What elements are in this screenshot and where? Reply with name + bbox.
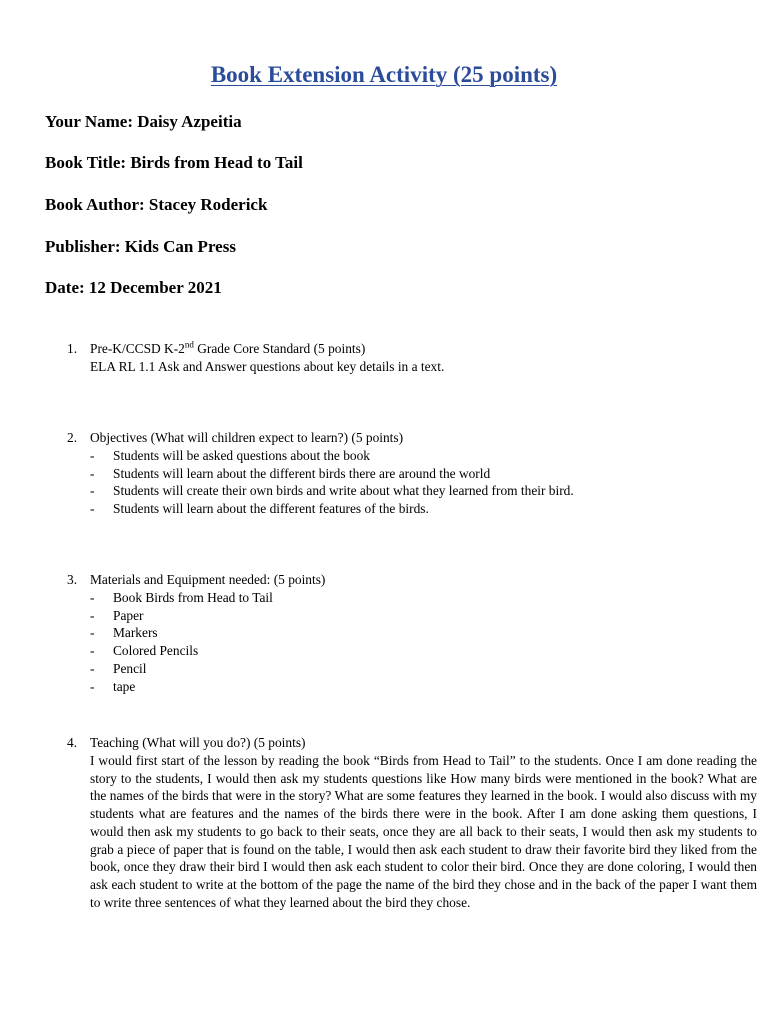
list-item (67, 624, 757, 642)
list-item (67, 500, 757, 518)
section-core-standard (67, 340, 757, 376)
list-item (67, 465, 757, 483)
list-item-text: Students will learn about the different features of the birds. (113, 501, 429, 517)
bullet-dash: - (90, 625, 95, 641)
section-number: 1. (67, 341, 78, 356)
list-item-text: Book Birds from Head to Tail (113, 589, 273, 605)
document-title: Book Extension Activity (25 points) (210, 62, 558, 87)
section-heading-text: Teaching (What will you do?) (5 points) (90, 735, 306, 750)
superscript-ordinal: nd (184, 339, 194, 350)
section-heading (67, 340, 757, 358)
list-item (67, 589, 757, 607)
heading-part: Grade Core Standard (5 points) (193, 341, 366, 356)
section-heading-text: Materials and Equipment needed: (5 points) (90, 572, 326, 587)
list-item (67, 660, 757, 678)
section-heading-text (90, 340, 365, 358)
list-item (67, 642, 757, 660)
book-author-field: Book Author: Stacey Roderick (45, 195, 268, 214)
section-number: 2. (67, 430, 78, 445)
book-title-field: Book Title: Birds from Head to Tail (45, 153, 303, 172)
section-objectives (67, 429, 757, 518)
publisher-field: Publisher: Kids Can Press (45, 237, 236, 256)
section-heading (67, 429, 757, 447)
standard-text: ELA RL 1.1 Ask and Answer questions about key details in a text. (90, 358, 445, 374)
bullet-dash: - (90, 589, 95, 605)
materials-list (67, 589, 757, 696)
bullet-dash: - (90, 643, 95, 659)
list-item (67, 447, 757, 465)
section-number: 4. (67, 735, 78, 750)
objectives-list (67, 447, 757, 518)
bullet-dash: - (90, 447, 95, 463)
bullet-dash: - (90, 660, 95, 676)
list-item (67, 607, 757, 625)
section-teaching (67, 734, 757, 912)
bullet-dash: - (90, 607, 95, 623)
section-heading (67, 571, 757, 589)
section-heading (67, 734, 757, 752)
list-item-text: Students will learn about the different birds there are around the world (113, 465, 491, 481)
list-item-text: Colored Pencils (113, 643, 199, 659)
list-item-text: tape (113, 678, 136, 694)
list-item (67, 482, 757, 500)
bullet-dash: - (90, 483, 95, 499)
teaching-paragraph: I would first start of the lesson by reading the book “Birds from Head to Tail” to the students. Once I am done reading the story to the students, I would then ask my students questions like How many birds were mentioned in the book? What are the names of the birds that were in the story? What are some features they learned in the book. I would also discuss with my students what are features and the names of the birds there were in the book. After I am done asking them questions, I would then ask my students to go back to their seats, once they are all back to their seats, I would then ask my students to grab a piece of paper that is found on the table, I would then ask each student to draw their favorite bird they liked from the book, once they draw their bird I would then ask each student to color their bird. Once they are done coloring, I would then ask each student to write at the bottom of the page the name of the bird they chose and in the back of the paper I want them to write three sentences of what they learned about the bird they chose. (90, 752, 757, 910)
bullet-dash: - (90, 465, 95, 481)
bullet-dash: - (90, 501, 95, 517)
date-field: Date: 12 December 2021 (45, 278, 222, 297)
list-item-text: Paper (113, 607, 144, 623)
bullet-dash: - (90, 678, 95, 694)
list-item-text: Students will be asked questions about the book (113, 447, 370, 463)
section-materials (67, 571, 757, 696)
section-heading-text: Objectives (What will children expect to learn?) (5 points) (90, 430, 404, 445)
list-item (67, 678, 757, 696)
heading-part: Pre-K/CCSD K-2 (90, 341, 185, 356)
list-item-text: Markers (113, 625, 158, 641)
list-item-text: Students will create their own birds and write about what they learned from their bird. (113, 483, 574, 499)
list-item-text: Pencil (113, 660, 147, 676)
student-name-field: Your Name: Daisy Azpeitia (45, 112, 242, 131)
section-number: 3. (67, 572, 78, 587)
